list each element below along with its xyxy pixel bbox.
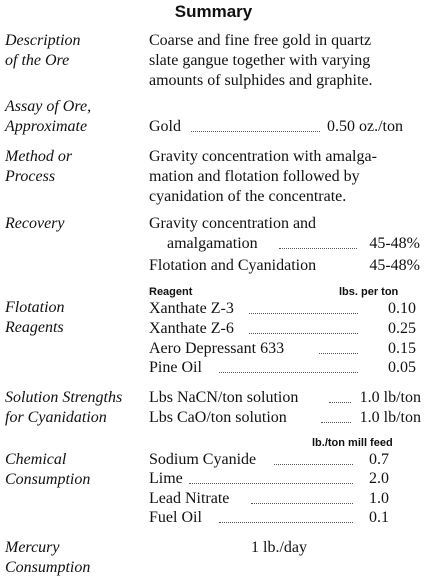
recovery-row2: Flotation and Cyanidation 45-48% bbox=[149, 257, 420, 274]
mercury-value: 1 lb./day bbox=[251, 539, 307, 556]
description-text: Coarse and fine free gold in quartz slate gangue together with varying amounts of sulphides and graphite. bbox=[149, 32, 373, 89]
recovery-line1: Gravity concentration and bbox=[149, 215, 317, 232]
reagent-row: Pine Oil 0.05 bbox=[149, 359, 416, 376]
assay-label: Assay of Ore, Approximate bbox=[5, 98, 92, 135]
mercury-label: Mercury Consumption bbox=[5, 539, 91, 576]
mill-feed-header: lb./ton mill feed bbox=[312, 437, 393, 449]
solution-row: Lbs CaO/ton solution 1.0 lb/ton bbox=[149, 409, 421, 426]
reagent-row: Xanthate Z-6 0.25 bbox=[149, 320, 416, 337]
assay-item: Gold bbox=[149, 118, 181, 135]
recovery-label: Recovery bbox=[5, 215, 65, 232]
assay-value: 0.50 oz./ton bbox=[327, 118, 403, 135]
description-label: Description of the Ore bbox=[5, 32, 81, 69]
leader-dots bbox=[279, 248, 357, 249]
chemical-label: Chemical Consumption bbox=[5, 451, 91, 488]
method-label: Method or Process bbox=[5, 148, 73, 185]
solution-row: Lbs NaCN/ton solution 1.0 lb/ton bbox=[149, 389, 421, 406]
reagent-row: Xanthate Z-3 0.10 bbox=[149, 300, 416, 317]
reagent-header: Reagent bbox=[149, 286, 193, 298]
solution-label: Solution Strengths for Cyanidation bbox=[5, 389, 123, 426]
leader-dots bbox=[191, 131, 320, 132]
reagent-row: Aero Depressant 633 0.15 bbox=[149, 340, 416, 357]
method-text: Gravity concentration with amalga- mation and flotation followed by cyanidation of the concentrate. bbox=[149, 148, 377, 205]
chemical-row: Lime 2.0 bbox=[149, 470, 389, 487]
recovery-row1: amalgamation 45-48% bbox=[167, 235, 420, 252]
lbs-per-ton-header: lbs. per ton bbox=[339, 286, 399, 298]
flotation-label: Flotation Reagents bbox=[5, 299, 65, 336]
page-title: Summary bbox=[174, 2, 253, 21]
assay-row bbox=[149, 117, 323, 137]
chemical-row: Fuel Oil 0.1 bbox=[149, 509, 389, 526]
chemical-row: Sodium Cyanide 0.7 bbox=[149, 451, 389, 468]
chemical-row: Lead Nitrate 1.0 bbox=[149, 490, 389, 507]
